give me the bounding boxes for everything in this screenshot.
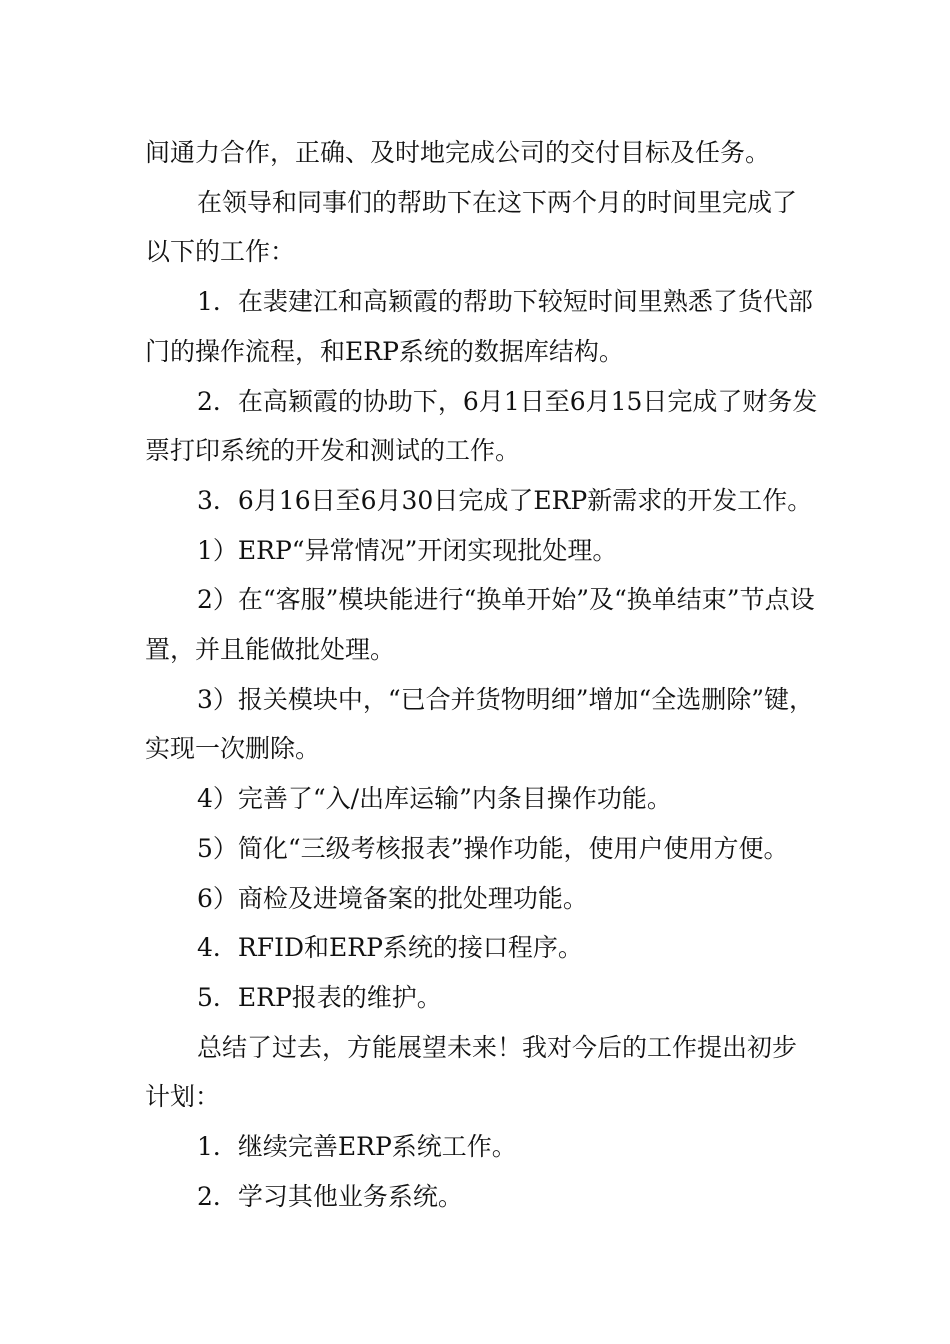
plan-item-2: 2．学习其他业务系统。	[197, 1181, 463, 1211]
paragraph-continuation: 间通力合作，正确、及时地完成公司的交付目标及任务。	[145, 138, 771, 167]
list-item-3: 3．6月16日至6月30日完成了ERP新需求的开发工作。	[197, 485, 813, 515]
list-item-2: 2．在高颖霞的协助下，6月1日至6月15日完成了财务发票打印系统的开发和测试的工作。	[145, 386, 818, 466]
plan-item-1: 1．继续完善ERP系统工作。	[197, 1132, 517, 1162]
sub-item-2: 2）在“客服”模块能进行“换单开始”及“换单结束”节点设置，并且能做批处理。	[145, 585, 815, 665]
paragraph-intro: 在领导和同事们的帮助下在这下两个月的时间里完成了以下的工作：	[145, 187, 798, 267]
list-item-1: 1．在裴建江和高颖霞的帮助下较短时间里熟悉了货代部门的操作流程，和ERP系统的数据库结构。	[145, 287, 813, 366]
sub-item-6: 6）商检及进境备案的批处理功能。	[197, 883, 588, 913]
list-item-5: 5．ERP报表的维护。	[197, 982, 442, 1012]
list-item-4: 4．RFID和ERP系统的接口程序。	[197, 933, 583, 963]
sub-item-1: 1）ERP“异常情况”开闭实现批处理。	[197, 535, 618, 565]
paragraph-plan-intro: 总结了过去，方能展望未来！我对今后的工作提出初步计划：	[145, 1032, 798, 1112]
document-body	[145, 128, 820, 1221]
sub-item-5: 5）简化“三级考核报表”操作功能，使用户使用方便。	[197, 833, 789, 863]
sub-item-4: 4）完善了“入/出库运输”内条目操作功能。	[197, 784, 672, 814]
sub-item-3: 3）报关模块中，“已合并货物明细”增加“全选删除”键，实现一次删除。	[145, 684, 815, 764]
